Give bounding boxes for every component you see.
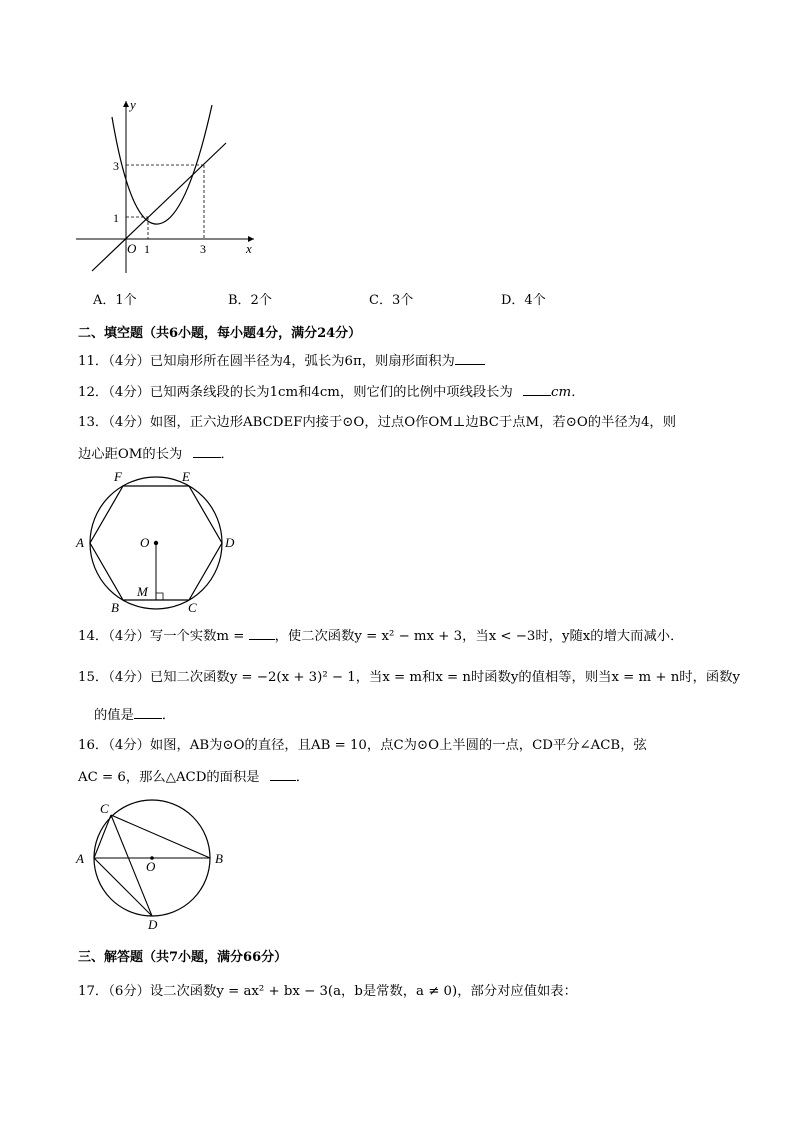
question-16-text: AC = 6，那么△ACD的面积是 [78, 770, 260, 785]
chord-ac [94, 815, 111, 858]
parabola [112, 105, 212, 224]
hexagon-figure [72, 465, 242, 615]
question-15-text: 的值是 [94, 708, 134, 723]
label-a: A [76, 535, 84, 550]
answer-blank [523, 383, 551, 396]
question-15-line1: 15．（4分）已知二次函数y = −2(x + 3)² − 1，当x = m和x = n时函数y的值相等，则当x = m + n时，函数y [78, 670, 741, 685]
question-16-end: ． [295, 770, 310, 785]
option-b: B．2个 [228, 293, 272, 308]
label-f: F [114, 469, 122, 484]
question-13-line2 [78, 445, 234, 464]
origin-label: O [127, 241, 137, 256]
question-14 [78, 627, 683, 646]
answer-blank [270, 768, 296, 781]
tick-x3: 3 [200, 242, 206, 256]
question-15-line2 [94, 706, 175, 725]
question-11 [78, 352, 485, 371]
section-heading-fill-blank: 二、填空题（共6小题，每小题4分，满分24分） [78, 326, 362, 341]
question-16-line2 [78, 768, 309, 787]
answer-blank [455, 352, 485, 365]
label-e: E [182, 469, 190, 484]
answer-blank [249, 627, 275, 640]
right-angle-mark [156, 593, 163, 600]
answer-blank [134, 706, 162, 719]
label-a: A [76, 851, 84, 866]
circle-figure [72, 798, 237, 933]
label-o: O [146, 859, 156, 874]
question-13-text: 边心距OM的长为 [78, 447, 183, 462]
question-14-pre: 14．（4分）写一个实数m = [78, 629, 245, 644]
y-axis-label: y [130, 97, 136, 112]
question-12-text: 12．（4分）已知两条线段的长为1cm和4cm，则它们的比例中项线段长为 [78, 385, 513, 400]
section-heading-answer: 三、解答题（共7小题，满分66分） [78, 950, 288, 965]
function-graph [70, 95, 270, 280]
question-12 [78, 383, 584, 402]
label-c: C [100, 801, 109, 816]
question-11-text: 11．（4分）已知扇形所在圆半径为4，弧长为6π，则扇形面积为 [78, 354, 455, 369]
question-12-unit: cm． [551, 385, 585, 400]
label-m: M [137, 584, 148, 599]
question-16-line1: 16．（4分）如图，AB为⊙O的直径，且AB = 10，点C为⊙O上半圆的一点，CD平分∠ACB，弦 [78, 738, 647, 753]
tick-y3: 3 [113, 159, 119, 173]
label-b: B [215, 851, 223, 866]
chord-ad [94, 858, 152, 916]
option-d: D．4个 [501, 293, 546, 308]
center-point [154, 541, 158, 545]
label-o: O [140, 535, 150, 550]
question-17: 17．（6分）设二次函数y = ax² + bx − 3(a，b是常数，a ≠ 0)，部分对应值如表： [78, 984, 577, 999]
label-d: D [148, 917, 158, 932]
answer-blank [193, 445, 221, 458]
tick-y1: 1 [113, 211, 119, 225]
label-b: B [111, 600, 119, 615]
option-c: C．3个 [369, 293, 414, 308]
tick-x1: 1 [144, 242, 150, 256]
question-14-post: ，使二次函数y = x² − mx + 3，当x < −3时，y随x的增大而减小． [274, 629, 684, 644]
option-a: A．1个 [93, 293, 137, 308]
question-15-end: ． [161, 708, 176, 723]
label-d: D [225, 535, 235, 550]
label-c: C [188, 600, 197, 615]
question-13-end: ． [220, 447, 234, 462]
x-axis-label: x [246, 241, 252, 256]
question-13-line1: 13．（4分）如图，正六边形ABCDEF内接于⊙O，过点O作OM⊥边BC于点M，若⊙O的半径为4，则 [78, 415, 677, 430]
